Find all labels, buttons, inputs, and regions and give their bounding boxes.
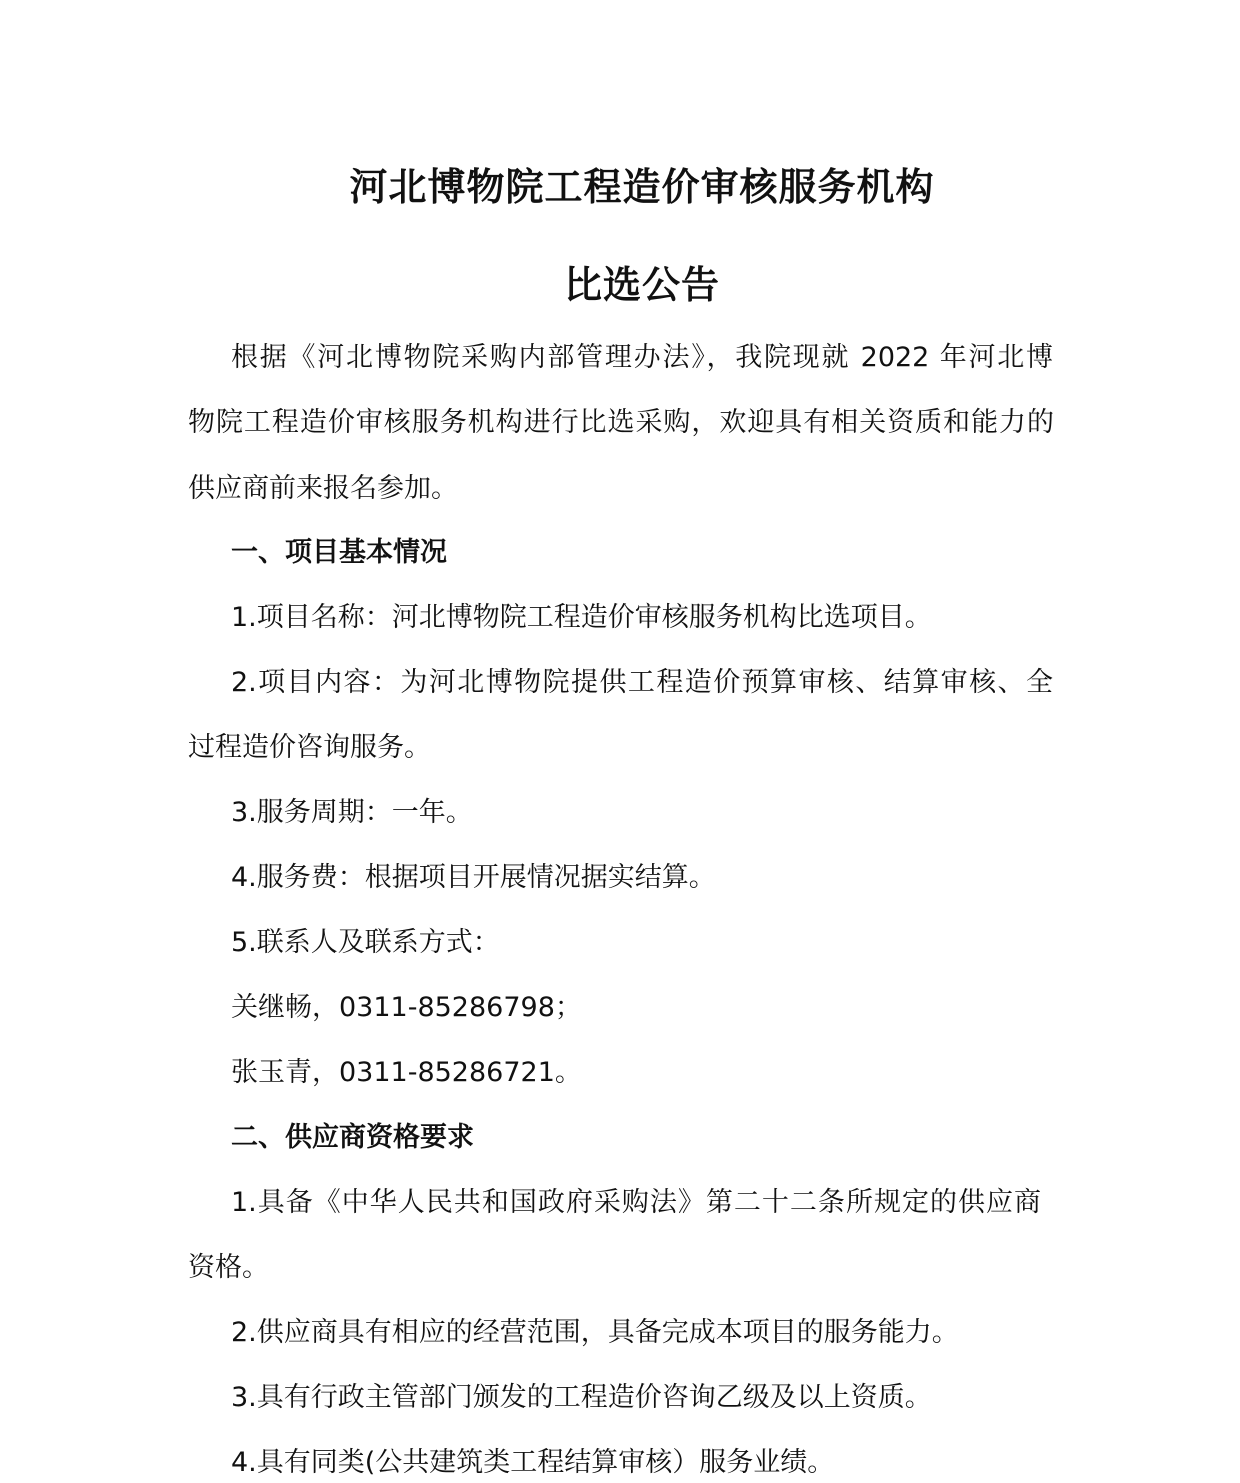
- section-1-item-3: 3.服务周期：一年。: [231, 797, 473, 828]
- section-2-heading: 二、供应商资格要求: [231, 1122, 474, 1153]
- document-title-line-1: 河北博物院工程造价审核服务机构: [349, 165, 935, 209]
- section-2-item-4: 4.具有同类(公共建筑类工程结算审核）服务业绩。: [231, 1447, 835, 1478]
- section-1-item-4: 4.服务费：根据项目开展情况据实结算。: [231, 862, 716, 893]
- section-2-item-1-line-1: 1.具备《中华人民共和国政府采购法》第二十二条所规定的供应商: [231, 1187, 1041, 1218]
- section-1-item-5: 5.联系人及联系方式：: [231, 927, 500, 958]
- contact-1: 关继畅，0311-85286798；: [231, 992, 582, 1023]
- section-2-item-2: 2.供应商具有相应的经营范围，具备完成本项目的服务能力。: [231, 1317, 959, 1348]
- section-1-item-1: 1.项目名称：河北博物院工程造价审核服务机构比选项目。: [231, 602, 932, 633]
- intro-line-1: 根据《河北博物院采购内部管理办法》，我院现就 2022 年河北博: [231, 342, 1053, 373]
- section-2-item-3: 3.具有行政主管部门颁发的工程造价咨询乙级及以上资质。: [231, 1382, 932, 1413]
- contact-2: 张玉青，0311-85286721。: [231, 1057, 582, 1088]
- section-1-item-2-line-1: 2.项目内容：为河北博物院提供工程造价预算审核、结算审核、全: [231, 667, 1053, 698]
- intro-line-2: 物院工程造价审核服务机构进行比选采购，欢迎具有相关资质和能力的: [188, 407, 1054, 438]
- document-title-line-2: 比选公告: [563, 263, 720, 307]
- section-2-item-1-line-2: 资格。: [188, 1252, 269, 1283]
- intro-line-3: 供应商前来报名参加。: [188, 473, 458, 504]
- section-1-item-2-line-2: 过程造价咨询服务。: [188, 732, 431, 763]
- section-1-heading: 一、项目基本情况: [231, 537, 447, 568]
